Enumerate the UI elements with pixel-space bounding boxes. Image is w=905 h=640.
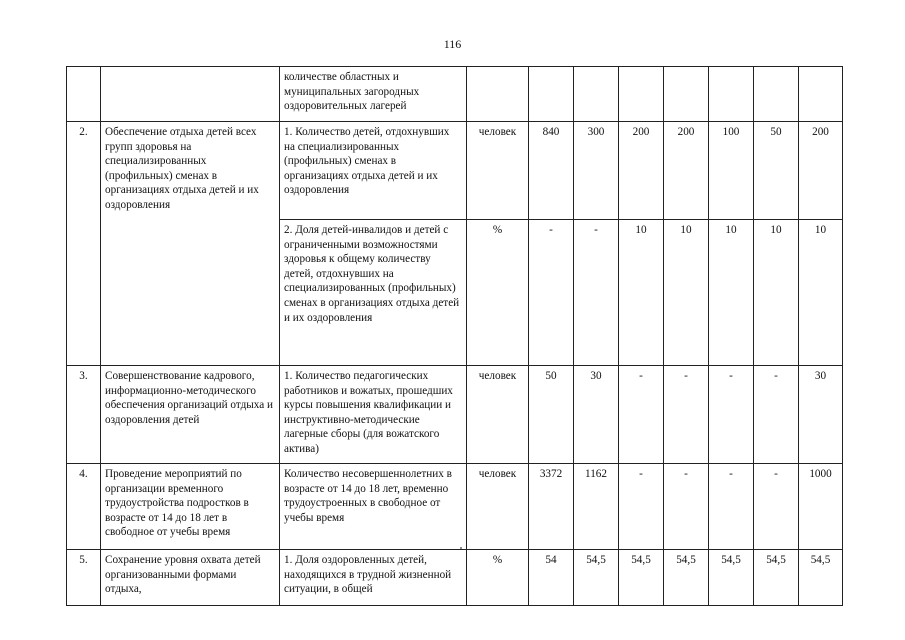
indicators-table [66, 66, 843, 606]
value-cell: - [619, 366, 664, 464]
table-row [67, 366, 843, 464]
indicator-cell: 1. Количество педагогических работников и вожатых, прошедших курсы повышения квалификации и инструктивно-методические лагерные сборы (для вожатского актива) [280, 366, 467, 464]
value-cell [574, 67, 619, 122]
table-row [67, 550, 843, 606]
task-cell: Обеспечение отдыха детей всех групп здоровья на специализированных (профильных) сменах в организациях отдыха детей и их оздоровления [101, 122, 280, 366]
value-cell: 10 [754, 220, 799, 366]
value-cell [664, 67, 709, 122]
value-cell: - [619, 464, 664, 550]
value-cell: - [754, 464, 799, 550]
value-cell: 10 [664, 220, 709, 366]
page-number: 116 [443, 37, 462, 51]
value-cell: - [754, 366, 799, 464]
value-cell: 3372 [529, 464, 574, 550]
value-cell: 300 [574, 122, 619, 220]
unit-cell: % [467, 220, 529, 366]
value-cell: 200 [619, 122, 664, 220]
value-cell: - [709, 366, 754, 464]
row-number: 5. [67, 550, 101, 606]
value-cell: 1000 [799, 464, 843, 550]
value-cell: - [709, 464, 754, 550]
task-cell: Совершенствование кадрового, информационно-методического обеспечения организаций отдыха и оздоровления детей [101, 366, 280, 464]
value-cell: 10 [619, 220, 664, 366]
scan-speck [460, 547, 462, 549]
task-cell: Проведение мероприятий по организации временного трудоустройства подростков в возрасте от 14 до 18 лет в свободное от учебы время [101, 464, 280, 550]
value-cell: 840 [529, 122, 574, 220]
value-cell: 54,5 [619, 550, 664, 606]
indicator-cell: Количество несовершеннолетних в возрасте от 14 до 18 лет, временно трудоустроенных в свободное от учебы время [280, 464, 467, 550]
value-cell: 54,5 [664, 550, 709, 606]
value-cell: 30 [574, 366, 619, 464]
row-number [67, 67, 101, 122]
value-cell: 50 [754, 122, 799, 220]
value-cell: 10 [799, 220, 843, 366]
value-cell [709, 67, 754, 122]
task-cell [101, 67, 280, 122]
value-cell: - [664, 464, 709, 550]
unit-cell [467, 67, 529, 122]
indicator-cell: 1. Количество детей, отдохнувших на специализированных (профильных) сменах в организациях отдыха детей и их оздоровления [280, 122, 467, 220]
unit-cell: % [467, 550, 529, 606]
unit-cell: человек [467, 366, 529, 464]
row-number: 2. [67, 122, 101, 366]
row-number: 3. [67, 366, 101, 464]
value-cell [754, 67, 799, 122]
task-cell: Сохранение уровня охвата детей организованными формами отдыха, [101, 550, 280, 606]
value-cell: 54,5 [709, 550, 754, 606]
unit-cell: человек [467, 464, 529, 550]
value-cell: 100 [709, 122, 754, 220]
value-cell: 54,5 [754, 550, 799, 606]
value-cell: - [574, 220, 619, 366]
value-cell: 54,5 [574, 550, 619, 606]
value-cell: - [529, 220, 574, 366]
value-cell: 50 [529, 366, 574, 464]
value-cell [799, 67, 843, 122]
indicator-cell: количестве областных и муниципальных загородных оздоровительных лагерей [280, 67, 467, 122]
row-number: 4. [67, 464, 101, 550]
indicator-cell: 1. Доля оздоровленных детей, находящихся в трудной жизненной ситуации, в общей [280, 550, 467, 606]
table-row [67, 122, 843, 220]
value-cell: 10 [709, 220, 754, 366]
indicator-cell: 2. Доля детей-инвалидов и детей с ограниченными возможностями здоровья к общему количеству детей, отдохнувших на специализированных (профильных) сменах в организациях отдыха детей и их оздоровления [280, 220, 467, 366]
value-cell: 54 [529, 550, 574, 606]
value-cell: 1162 [574, 464, 619, 550]
value-cell: 200 [799, 122, 843, 220]
value-cell: 54,5 [799, 550, 843, 606]
table-row [67, 464, 843, 550]
unit-cell: человек [467, 122, 529, 220]
value-cell [529, 67, 574, 122]
table-row [67, 67, 843, 122]
value-cell [619, 67, 664, 122]
value-cell: 200 [664, 122, 709, 220]
value-cell: - [664, 366, 709, 464]
value-cell: 30 [799, 366, 843, 464]
